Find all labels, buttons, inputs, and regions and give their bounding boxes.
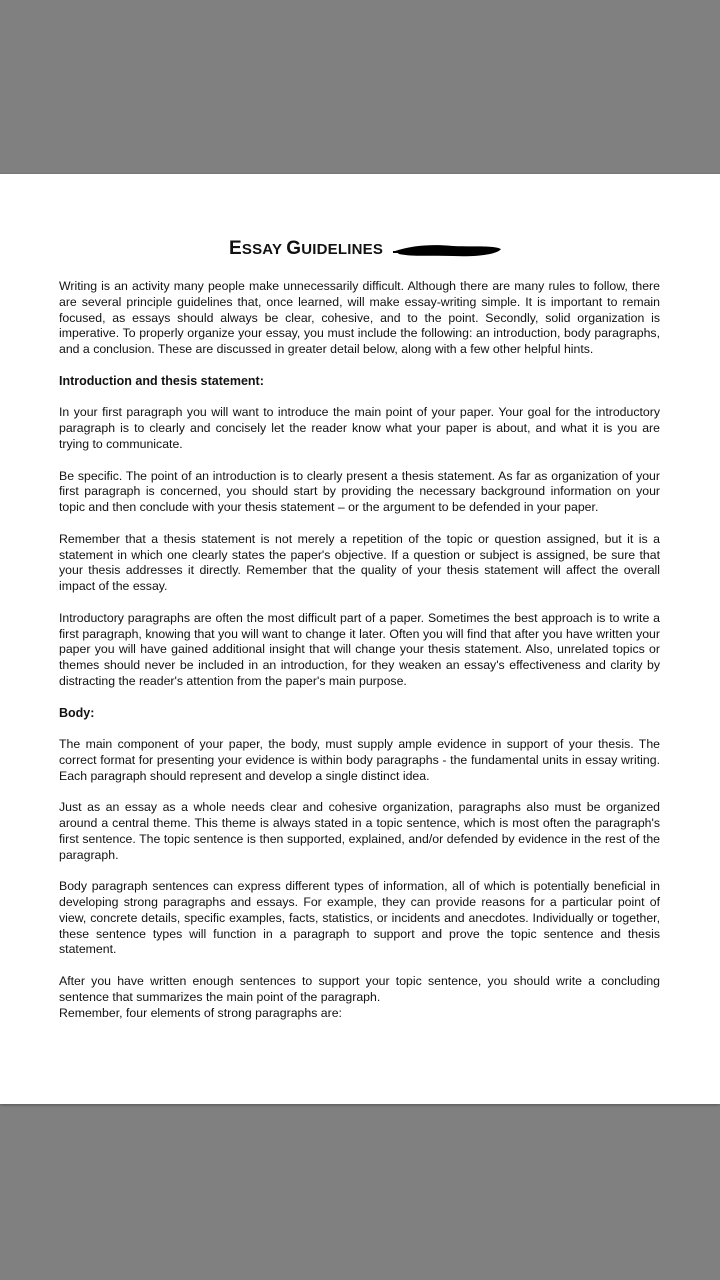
title-initial-e: E [229, 238, 242, 259]
closing-line: Remember, four elements of strong paragraphs are: [59, 1005, 342, 1020]
page-title [229, 238, 383, 260]
paragraph: Be specific. The point of an introduction is to clearly present a thesis statement. As far as organization of your first paragraph is concerned, you should start by providing the necessary background information on your topic and then conclude with your thesis statement – or the argument to be defended in your paper. [59, 468, 660, 515]
title-initial-g: G [286, 238, 302, 259]
paragraph: The main component of your paper, the body, must supply ample evidence in support of your thesis. The correct format for presenting your evidence is within body paragraphs - the fundamental units in essay writing. Each paragraph should represent and develop a single distinct idea. [59, 737, 660, 783]
title-rest-2: UIDELINES [301, 241, 384, 258]
document-page [0, 174, 720, 1104]
paragraph: Remember that a thesis statement is not merely a repetition of the topic or question assigned, but it is a statement in which one clearly states the paper's objective. If a question or subject is assigned, be sure that your thesis addresses it directly. Remember that the quality of your thesis statement will affect the overall impact of the essay. [59, 531, 660, 594]
redaction-scribble [393, 241, 503, 259]
section-heading-body: Body: [59, 705, 95, 720]
paragraph: Just as an essay as a whole needs clear and cohesive organization, paragraphs also must be organized around a central theme. This theme is always stated in a topic sentence, which is most often the paragraph's first sentence. The topic sentence is then supported, explained, and/or defended by evidence in the rest of the paragraph. [59, 800, 660, 862]
title-row [0, 238, 720, 264]
document-body [59, 279, 660, 1037]
paragraph: Body paragraph sentences can express different types of information, all of which is potentially beneficial in developing strong paragraphs and essays. For example, they can provide reasons for a particular point of view, concrete details, specific examples, facts, statistics, or incidents and anecdotes. Individually or together, these sentence types will function in a paragraph to support and prove the topic sentence and thesis statement. [59, 879, 660, 957]
paragraph: In your first paragraph you will want to introduce the main point of your paper. Your goal for the introductory paragraph is to clearly and concisely let the reader know what your paper is about, and what it is you are trying to communicate. [59, 405, 660, 451]
paragraph: After you have written enough sentences to support your topic sentence, you should write a concluding sentence that summarizes the main point of the paragraph. [59, 974, 660, 1004]
intro-paragraph: Writing is an activity many people make unnecessarily difficult. Although there are many rules to follow, there are several principle guidelines that, once learned, will make essay-writing simple. It is important to remain focused, as essays should always be clear, cohesive, and to the point. Secondly, solid organization is imperative. To properly organize your essay, you must include the following: an introduction, body paragraphs, and a conclusion. These are discussed in greater detail below, along with a few other helpful hints. [59, 279, 660, 357]
title-rest-1: SSAY [241, 241, 287, 258]
paragraph: Introductory paragraphs are often the most difficult part of a paper. Sometimes the best approach is to write a first paragraph, knowing that you will want to change it later. Often you will find that after you have written your paper you will have gained additional insight that will change your thesis statement. Also, unrelated topics or themes should never be included in an introduction, for they weaken an essay's effectiveness and clarity by distracting the reader's attention from the paper's main purpose. [59, 610, 660, 688]
section-heading-introduction: Introduction and thesis statement: [59, 373, 264, 388]
